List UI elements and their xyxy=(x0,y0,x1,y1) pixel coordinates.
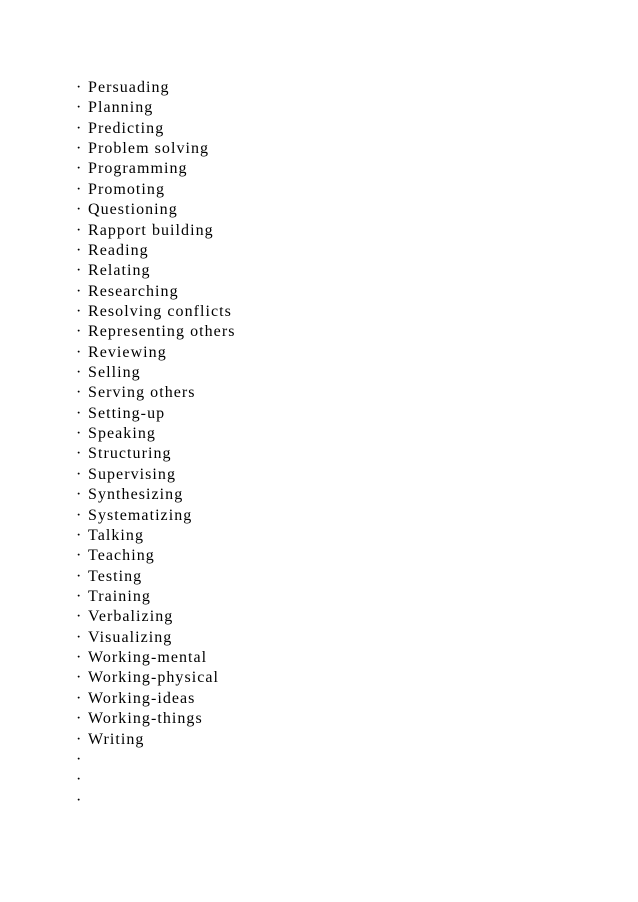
list-item xyxy=(76,506,235,526)
list-item xyxy=(76,444,235,464)
list-item-text: Programming xyxy=(88,160,188,178)
list-item xyxy=(76,302,235,322)
bullet-icon: · xyxy=(76,160,83,178)
list-item xyxy=(76,343,235,363)
list-item xyxy=(76,322,235,342)
list-item-text: Systematizing xyxy=(88,506,193,524)
bullet-icon: · xyxy=(76,445,83,463)
list-item-text: Questioning xyxy=(88,201,178,219)
bullet-icon: · xyxy=(76,649,83,667)
bullet-icon: · xyxy=(76,282,83,300)
bullet-icon: · xyxy=(76,99,83,117)
list-item xyxy=(76,98,235,118)
list-item-text: Speaking xyxy=(88,425,156,443)
list-item-text: Synthesizing xyxy=(88,486,184,504)
bullet-icon: · xyxy=(76,730,83,748)
skills-list xyxy=(76,78,235,750)
bullet-icon: · xyxy=(76,79,83,96)
bullet-icon: · xyxy=(76,506,83,524)
list-item-text: Writing xyxy=(88,730,145,748)
bullet-icon: · xyxy=(76,180,83,198)
empty-bullet: · xyxy=(76,751,82,768)
list-item xyxy=(76,587,235,607)
list-item-text: Working-mental xyxy=(88,649,208,667)
list-item xyxy=(76,648,235,668)
list-item xyxy=(76,628,235,648)
list-item xyxy=(76,465,235,485)
bullet-icon: · xyxy=(76,262,83,280)
empty-bullet: · xyxy=(76,791,82,809)
list-item xyxy=(76,221,235,241)
list-item-text: Persuading xyxy=(88,79,170,96)
bullet-icon: · xyxy=(76,567,83,585)
list-item-text: Selling xyxy=(88,364,141,382)
list-item-text: Problem solving xyxy=(88,140,210,158)
bullet-icon: · xyxy=(76,119,83,137)
list-item-text: Rapport building xyxy=(88,221,214,239)
bullet-icon: · xyxy=(76,669,83,687)
list-item-text: Working-ideas xyxy=(88,689,196,707)
list-item xyxy=(76,607,235,627)
bullet-icon: · xyxy=(76,608,83,626)
bullet-icon: · xyxy=(76,140,83,158)
list-item-text: Working-physical xyxy=(88,669,220,687)
list-item xyxy=(76,567,235,587)
empty-bullet-list xyxy=(76,750,81,811)
bullet-icon: · xyxy=(76,384,83,402)
bullet-icon: · xyxy=(76,689,83,707)
list-item-text: Supervising xyxy=(88,465,176,483)
bullet-icon: · xyxy=(76,302,83,320)
list-item-text: Relating xyxy=(88,262,151,280)
list-item xyxy=(76,139,235,159)
list-item xyxy=(76,424,235,444)
list-item-text: Promoting xyxy=(88,180,166,198)
empty-bullet: · xyxy=(76,771,82,789)
list-item-text: Visualizing xyxy=(88,628,173,646)
list-item xyxy=(76,709,235,729)
list-item-text: Structuring xyxy=(88,445,172,463)
bullet-icon: · xyxy=(76,628,83,646)
list-item-text: Teaching xyxy=(88,547,155,565)
list-item xyxy=(76,200,235,220)
list-item xyxy=(76,526,235,546)
bullet-icon: · xyxy=(76,221,83,239)
list-item xyxy=(76,383,235,403)
list-item xyxy=(76,78,235,98)
list-item-text: Planning xyxy=(88,99,154,117)
bullet-icon: · xyxy=(76,241,83,259)
list-item xyxy=(76,159,235,179)
bullet-icon: · xyxy=(76,364,83,382)
list-item-text: Reviewing xyxy=(88,343,167,361)
list-item xyxy=(76,689,235,709)
bullet-icon: · xyxy=(76,587,83,605)
list-item-text: Testing xyxy=(88,567,143,585)
list-item-text: Researching xyxy=(88,282,179,300)
bullet-icon: · xyxy=(76,323,83,341)
list-item-text: Serving others xyxy=(88,384,196,402)
list-item-text: Reading xyxy=(88,241,149,259)
bullet-icon: · xyxy=(76,547,83,565)
list-item-text: Training xyxy=(88,587,151,605)
list-item xyxy=(76,241,235,261)
list-item xyxy=(76,282,235,302)
list-item xyxy=(76,668,235,688)
list-item-text: Predicting xyxy=(88,119,165,137)
bullet-icon: · xyxy=(76,404,83,422)
bullet-icon: · xyxy=(76,343,83,361)
list-item-text: Talking xyxy=(88,526,144,544)
bullet-icon: · xyxy=(76,201,83,219)
list-item xyxy=(76,485,235,505)
list-item-text: Setting-up xyxy=(88,404,166,422)
list-item xyxy=(76,730,235,750)
bullet-icon: · xyxy=(76,486,83,504)
list-item xyxy=(76,404,235,424)
bullet-icon: · xyxy=(76,526,83,544)
bullet-icon: · xyxy=(76,425,83,443)
list-item xyxy=(76,261,235,281)
list-item-text: Working-things xyxy=(88,710,203,728)
list-item xyxy=(76,180,235,200)
list-item-text: Verbalizing xyxy=(88,608,174,626)
bullet-icon: · xyxy=(76,465,83,483)
list-item xyxy=(76,119,235,139)
list-item xyxy=(76,363,235,383)
list-item-text: Resolving conflicts xyxy=(88,302,232,320)
list-item xyxy=(76,546,235,566)
list-item-text: Representing others xyxy=(88,323,236,341)
bullet-icon: · xyxy=(76,710,83,728)
